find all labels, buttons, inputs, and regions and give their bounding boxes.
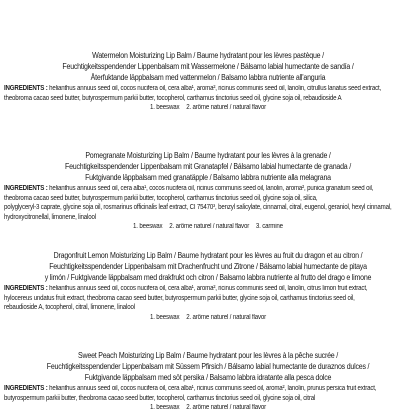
ingredients-label: INGREDIENTS : (4, 385, 48, 392)
product-title-line: Pomegranate Moisturizing Lip Balm / Baume hydratant pour les lèvres à la grenade / (85, 151, 331, 160)
product-title-line: Fuktgivande läppbalsam med söt persika / Balsamo labbra idratante alla pesca dolce (84, 373, 332, 382)
ingredients-label: INGREDIENTS : (4, 85, 48, 92)
product-section-watermelon (4, 50, 412, 113)
footnotes (28, 222, 387, 232)
ingredients-text: helianthus annuus seed oil, cocos nucifera oil, cera alba¹, aroma², ricinus communis seed oil, lanolin, citrus limon fruit extract, (47, 285, 368, 292)
product-title-line: Fuktgivande läppbalsam med granatäpple / Balsamo labbra nutriente alla melagrana (85, 173, 331, 182)
ingredients-line: theobroma cacao seed butter, butyrospermum parkii butter, tocopherol, carthamus tinctorius seed oil, glycine soja oil, silica, (4, 194, 318, 202)
product-section-sweet-peach (4, 350, 412, 413)
ingredients-label: INGREDIENTS : (4, 185, 48, 192)
product-title-line: Återfuktande läppbalsam med vattenmelon / Balsamo labbra nutriente all'anguria (90, 73, 326, 82)
ingredients-block (4, 84, 411, 103)
ingredients-line (4, 184, 411, 194)
product-title-line: Dragonfruit Lemon Moisturizing Lip Balm / Baume hydratant pour les lèvres au fruit du dragon et au citron / (53, 251, 363, 260)
ingredients-line (4, 84, 411, 94)
ingredients-line: hylocereus undatus fruit extract, theobroma cacao seed butter, butyrospermum parkii butter, glycine soja oil, carthamus tinctorius seed oil, (4, 294, 355, 302)
footnote: 2. arôme naturel / natural flavor (186, 104, 267, 111)
footnotes (28, 103, 387, 113)
product-section-pomegranate (4, 150, 412, 232)
product-title-line: Sweet Peach Moisturizing Lip Balm / Baume hydratant pour les lèvres à la pêche sucrée / (78, 351, 338, 360)
ingredients-label: INGREDIENTS : (4, 285, 48, 292)
footnote: 2. arôme naturel / natural flavor (169, 223, 250, 230)
product-title-line: Feuchtigkeitsspendender Lippenbalsam mit Süssem Pfirsich / Bálsamo labial humectante de duraznos dulces / (46, 362, 370, 371)
product-title-line: Feuchtigkeitsspendender Lippenbalsam mit Drachenfrucht und Zitrone / Bálsamo labial humectante de pitaya (49, 262, 367, 271)
product-title-line: Feuchtigkeitsspendender Lippenbalsam mit Wassermelone / Bálsamo labial humectante de sandía / (62, 62, 354, 71)
ingredients-text: helianthus annuus seed oil, cera alba¹, cocos nucifera oil, ricinus communis seed oil, lanolin, aroma², punica granatum seed oil, (47, 185, 374, 192)
product-title-line: Watermelon Moisturizing Lip Balm / Baume hydratant pour les lèvres pastèque / (92, 51, 324, 60)
ingredients-block (4, 384, 411, 403)
ingredients-text: helianthus annuus seed oil, cocos nucifera oil, cera alba¹, aroma², ricinus communis seed oil, lanolin, citrullus lanatus seed extract, (47, 85, 382, 92)
ingredients-line: theobroma cacao seed butter, butyrospermum parkii butter, tocopherol, carthamus tinctorius seed oil, glycine soja oil, rebaudioside A (4, 94, 342, 102)
ingredients-text: helianthus annuus seed oil, cocos nucifera oil, cera alba¹, ricinus communis seed oil, aroma², lanolin, prunus persica fruit extract, (47, 385, 377, 392)
ingredients-line: hydroxycitronellal, limonene, linalool (4, 213, 96, 221)
footnote: 2. arôme naturel / natural flavor (186, 404, 267, 411)
footnote: 1. beeswax (149, 104, 180, 111)
ingredients-line: rebaudioside A, tocopherol, citral, limonene, linalool (4, 304, 135, 311)
product-title-line: y limón / Fuktgivande läppbalsam med drakfrukt och citron / Balsamo labbra nutriente al frutto del drago e limone (44, 273, 372, 282)
footnotes (28, 313, 387, 323)
footnote: 2. arôme naturel / natural flavor (186, 313, 267, 321)
product-title-line: Feuchtigkeitsspendender Lippenbalsam mit Granatapfel / Bálsamo labial humectante de granada / (65, 162, 351, 171)
ingredients-line: polyglyceryl-3 caprate, glycine soja oil, rosmarinus officinalis leaf extract, CI 75470³, benzyl salicylate, cinnamal, citral, eugenol, geraniol, hexyl cinnamal, (4, 204, 392, 211)
product-section-dragonfruit-lemon (4, 250, 412, 322)
ingredients-line (4, 384, 411, 394)
footnote: 1. beeswax (149, 313, 180, 321)
footnote: 1. beeswax (149, 404, 180, 411)
ingredients-line (4, 284, 411, 294)
ingredients-block (4, 184, 411, 222)
ingredients-line: butyrospermum parkii butter, theobroma cacao seed butter, tocopherol, carthamus tinctorius seed oil, glycine soja oil, citral (4, 394, 316, 402)
footnotes (28, 403, 387, 413)
ingredients-block (4, 284, 411, 313)
footnote: 1. beeswax (133, 223, 163, 230)
footnote: 3. carmine (255, 223, 283, 230)
